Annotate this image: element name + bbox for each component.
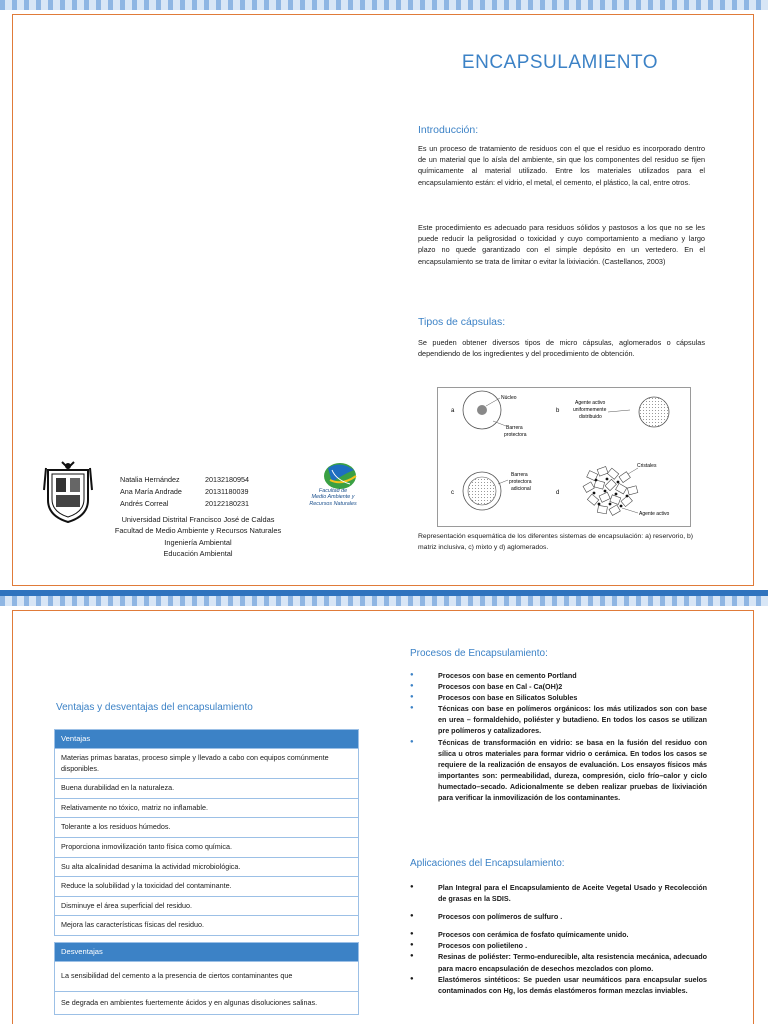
applications-heading: Aplicaciones del Encapsulamiento: — [410, 858, 565, 869]
decorative-stripe — [0, 596, 768, 606]
university-seal-logo — [42, 460, 94, 524]
label-b: b — [556, 408, 560, 414]
list-item: ● Plan Integral para el Encapsulamiento de Aceite Vegetal Usado y Recolección de grasas en la SDIS. — [410, 882, 707, 904]
table-row: Relativamente no tóxico, matriz no inflamable. — [55, 798, 358, 818]
label-barrera-1: Barrera — [506, 425, 523, 431]
types-heading: Tipos de cápsulas: — [418, 316, 506, 328]
intro-paragraph-2: Este procedimiento es adecuado para residuos sólidos y pastosos a los que no se les puede reducir la peligrosidad o toxicidad y cuyo comportamiento a mediano y largo plazo no quede garantizado con el simple depósito en un vertedero. En el encapsulamiento se trata de limitar o evitar la lixiviación. (Castellanos, 2003) — [418, 223, 705, 266]
capsule-b — [639, 397, 669, 427]
applications-list — [410, 882, 707, 996]
table-row: Su alta alcalinidad desanima la actividad microbiológica. — [55, 857, 358, 877]
faculty-name: Facultad de Medio Ambiente y Recursos Naturales — [114, 526, 282, 536]
list-item: ● Técnicas de transformación en vidrio: se basa en la fusión del residuo con sílica u otros materiales para formar vidrio o cerámica. En todos los casos se requiere de la realización de ensayos de evaluación. Los ensayos físicos más importantes son: permeabilidad, dureza, compresión, ciclo frío–calor y ciclo humectado–secado. Adicionalmente se deben realizar pruebas de lixiviación para verificar la inmovilización de los contaminantes. — [410, 737, 707, 804]
author-code: 20122180231 — [205, 499, 249, 508]
table-row: Mejora las características físicas del residuo. — [55, 915, 358, 935]
capsule-schematic — [438, 388, 690, 526]
processes-heading: Procesos de Encapsulamiento: — [410, 648, 548, 659]
label-barrera-ad-2: protectora — [509, 479, 532, 485]
faculty-logo — [300, 460, 364, 516]
list-item: ● Procesos con cerámica de fosfato químicamente unido. — [410, 929, 707, 940]
capsule-schematic-figure — [437, 387, 691, 527]
label-d: d — [556, 490, 560, 496]
advantages-heading: Ventajas y desventajas del encapsulamiento — [56, 702, 253, 713]
processes-list — [410, 670, 707, 803]
author-code: 20131180039 — [205, 487, 249, 496]
author-code: 20132180954 — [205, 475, 249, 484]
types-paragraph: Se pueden obtener diversos tipos de micro cápsulas, aglomerados o cápsulas dependiendo de los ingredientes y del procedimiento de obtención. — [418, 338, 705, 359]
authors-list — [120, 474, 300, 510]
decorative-stripe — [0, 0, 768, 10]
table-row: Reduce la solubilidad y la toxicidad del contaminante. — [55, 876, 358, 896]
university-name: Universidad Distrital Francisco José de Caldas — [121, 515, 275, 524]
program-name: Ingeniería Ambiental — [164, 537, 232, 547]
table-row: Tolerante a los residuos húmedos. — [55, 817, 358, 837]
capsule-c-inner — [468, 477, 496, 505]
table-row: Materias primas baratas, proceso simple y llevado a cabo con equipos comúnmente disponibles. — [55, 748, 358, 778]
advantages-table — [54, 729, 359, 936]
disadvantages-header: Desventajas — [55, 943, 358, 961]
table-row: Buena durabilidad en la naturaleza. — [55, 778, 358, 798]
list-item: ● Procesos con polímeros de sulfuro . — [410, 911, 707, 922]
table-row: Proporciona inmovilización tanto física como química. — [55, 837, 358, 857]
author-row — [120, 486, 300, 498]
list-item: ● Procesos con polietileno . — [410, 940, 707, 951]
institution-block — [98, 514, 298, 559]
list-item: ● Procesos con base en cemento Portland — [410, 670, 707, 681]
crystal-agglomerate — [583, 466, 638, 515]
author-name: Ana María Andrade — [120, 487, 182, 496]
page-2 — [0, 596, 768, 1024]
author-name: Natalia Hernández — [120, 475, 180, 484]
intro-paragraph-1: Es un proceso de tratamiento de residuos con el que el residuo es incorporado dentro de un material que lo aísla del ambiente, sin que los componentes del residuo se fijen químicamente al material utilizado. Entre los materiales utilizados para el encapsulamiento están: el vidrio, el metal, el cemento, el plástico, la cal, entre otros. — [418, 144, 705, 187]
label-barrera-2: protectora — [504, 432, 527, 438]
list-item: ● Procesos con base en Silicatos Solubles — [410, 692, 707, 703]
table-row: Se degrada en ambientes fuertemente ácidos y en algunas disoluciones salinas. — [55, 991, 358, 1015]
table-row: Disminuye el área superficial del residuo. — [55, 896, 358, 916]
list-item: ● Procesos con base en Cal - Ca(OH)2 — [410, 681, 707, 692]
label-c: c — [451, 490, 454, 496]
label-barrera-ad-1: Barrera — [511, 472, 528, 478]
faculty-logo-text: Facultad de Medio Ambiente y Recursos Naturales — [309, 488, 357, 507]
label-agente-3: distribuido — [579, 414, 602, 420]
disadvantages-table — [54, 942, 359, 1015]
advantages-header: Ventajas — [55, 730, 358, 748]
author-row — [120, 498, 300, 510]
intro-heading: Introducción: — [418, 124, 479, 136]
label-a: a — [451, 408, 455, 414]
capsule-a-core — [477, 405, 487, 415]
label-agente-1: Agente activo — [575, 400, 606, 406]
author-name: Andrés Correal — [120, 499, 169, 508]
label-barrera-ad-3: adicional — [511, 486, 531, 492]
label-agente-activo: Agente activo — [639, 511, 670, 517]
list-item: ● Resinas de poliéster: Termo-endurecible, alta resistencia mecánica, adecuado para macro encapsulación de desechos mezclados con plomo. — [410, 951, 707, 973]
course-name: Educación Ambiental — [163, 548, 233, 558]
label-agente-2: uniformemente — [573, 407, 607, 413]
figure-caption: Representación esquemática de los diferentes sistemas de encapsulación: a) reservorio, b) matriz inclusiva, c) mixto y d) aglomerados. — [418, 533, 694, 551]
label-nucleo: Núcleo — [501, 395, 517, 401]
author-row — [120, 474, 300, 486]
label-cristales: Cristales — [637, 463, 657, 469]
list-item: ● Elastómeros sintéticos: Se pueden usar neumáticos para encapsular suelos contaminados con Hg, los demás elastómeros forman mezclas inviables. — [410, 974, 707, 996]
table-row: La sensibilidad del cemento a la presencia de ciertos contaminantes que — [55, 961, 358, 991]
list-item: ● Técnicas con base en polímeros orgánicos: los más utilizados son con base en urea – formaldehido, poliéster y butadieno. En todos los casos se utilizan pre polímeros y catalizadores. — [410, 703, 707, 736]
document-title: ENCAPSULAMIENTO — [461, 52, 659, 73]
